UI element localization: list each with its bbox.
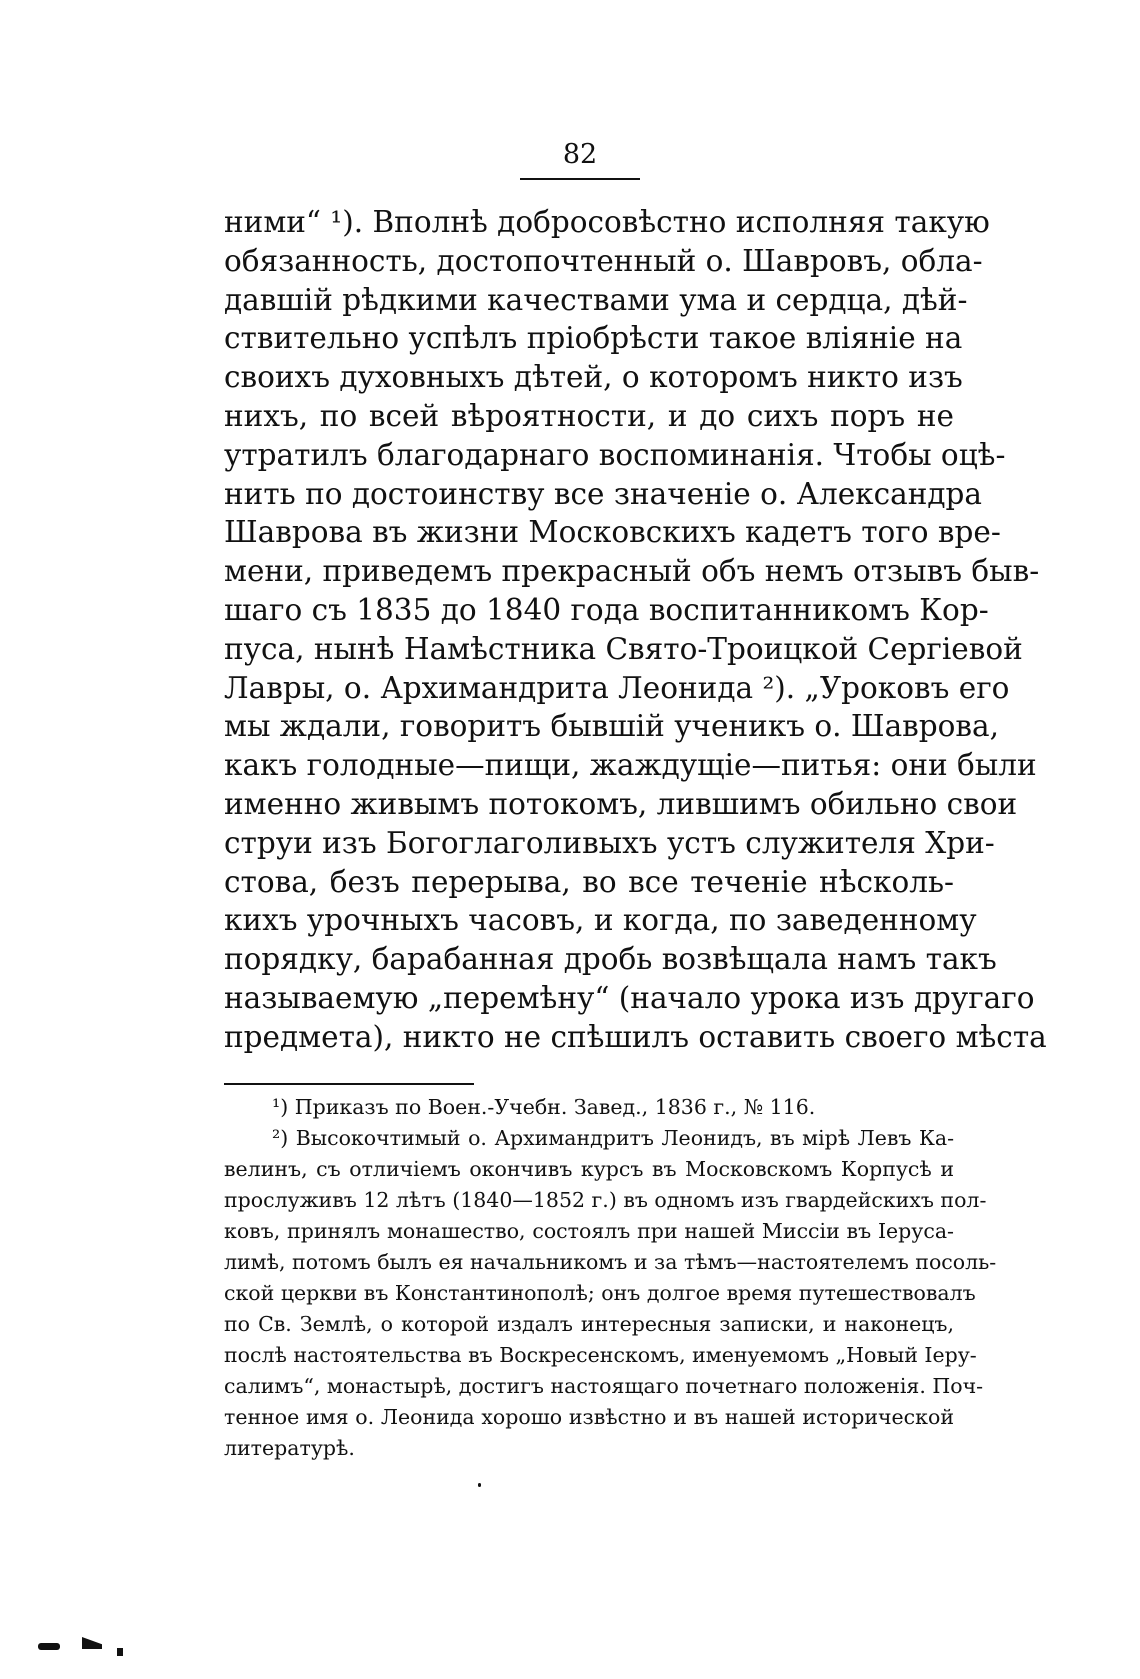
body-line: струи изъ Богоглаголивыхъ устъ служителя Хри- [224,825,995,860]
scan-mark [38,1643,60,1650]
body-line: называемую „перемѣну“ (начало урока изъ другаго [224,980,1035,1015]
footnote-2-line: ской церкви въ Константинополѣ; онъ долгое время путешествовалъ [224,1281,976,1305]
scan-mark [117,1648,123,1656]
body-line: своихъ духовныхъ дѣтей, о которомъ никто изъ [224,360,963,395]
footnote-2-line: послѣ настоятельства въ Воскресенскомъ, именуемомъ „Новый Іеру- [224,1343,977,1367]
body-line: пуса, нынѣ Намѣстника Свято-Троицкой Сергіевой [224,631,1023,666]
footnote-2-line: лимѣ, потомъ былъ ея начальникомъ и за тѣмъ—настоятелемъ посоль- [224,1250,997,1274]
header-rule [520,178,640,180]
body-line: мы ждали, говоритъ бывшій ученикъ о. Шаврова, [224,709,1000,744]
body-line: стова, безъ перерыва, во все теченіе нѣсколь- [224,864,954,899]
footnote-2-line: литературѣ. [224,1436,355,1460]
body-line: нихъ, по всей вѣроятности, и до сихъ поръ не [224,398,954,433]
body-line: нить по достоинству все значеніе о. Александра [224,476,983,511]
body-line: шаго съ 1835 до 1840 года воспитанникомъ Кор- [224,592,989,627]
footnotes [224,1092,997,1464]
footnote-2-line: ²) Высокочтимый о. Архимандритъ Леонидъ, въ мірѣ Левъ Ка- [272,1126,954,1150]
body-line: утратилъ благодарнаго воспоминанія. Чтобы оцѣ- [224,437,1006,472]
footnote-2-line: ковъ, принялъ монашество, состоялъ при нашей Миссіи въ Іеруса- [224,1219,954,1243]
body-line: кихъ урочныхъ часовъ, и когда, по заведенному [224,903,977,938]
footnote-2-line: салимъ“, монастырѣ, достигъ настоящаго почетнаго положенія. Поч- [224,1374,984,1398]
body-line: ствительно успѣлъ пріобрѣсти такое вліяніе на [224,321,963,356]
scan-mark [478,1483,481,1487]
body-line: какъ голодные—пищи, жаждущіе—питья: они были [224,748,1037,783]
scan-mark [82,1637,102,1649]
body-line: порядку, барабанная дробь возвѣщала намъ такъ [224,942,997,977]
body-line: Шаврова въ жизни Московскихъ кадетъ того вре- [224,515,1001,550]
footnote-2-line: велинъ, съ отличіемъ окончивъ курсъ въ Московскомъ Корпусѣ и [224,1157,954,1181]
body-line: предмета), никто не спѣшилъ оставить своего мѣста [224,1019,1047,1054]
body-line: обязанность, достопочтенный о. Шавровъ, обла- [224,243,983,278]
footnote-2-line: тенное имя о. Леонида хорошо извѣстно и въ нашей исторической [224,1405,954,1429]
footnote-1: ¹) Приказъ по Воен.-Учебн. Завед., 1836 г., № 116. [272,1095,816,1119]
body-line: ними“ ¹). Вполнѣ добросовѣстно исполняя такую [224,205,990,239]
page-number: 82 [562,139,598,170]
body-line: именно живымъ потокомъ, лившимъ обильно свои [224,786,1018,821]
footnote-2-line: прослуживъ 12 лѣтъ (1840—1852 г.) въ одномъ изъ гвардейскихъ пол- [224,1188,987,1212]
body-text [224,203,1047,1057]
footnote-2-line: по Св. Землѣ, о которой издалъ интересныя записки, и наконецъ, [224,1312,954,1336]
body-line: мени, приведемъ прекрасный объ немъ отзывъ быв- [224,554,1040,589]
body-line: давшій рѣдкими качествами ума и сердца, дѣй- [224,282,968,317]
footnote-rule [224,1083,474,1085]
body-line: Лавры, о. Архимандрита Леонида ²). „Уроковъ его [224,670,1010,705]
